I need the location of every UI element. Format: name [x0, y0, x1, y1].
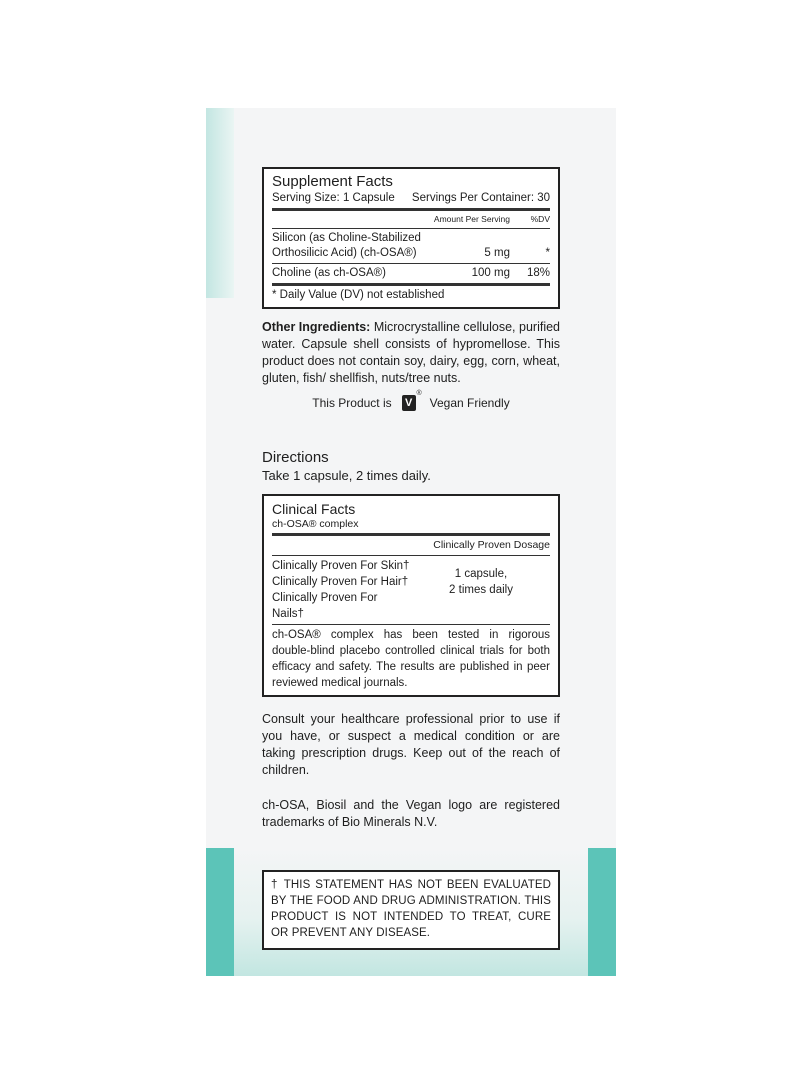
dosage-line2: 2 times daily — [449, 584, 513, 596]
nutrient-amount: 100 mg — [471, 267, 510, 279]
claim-skin: Clinically Proven For Skin† — [272, 560, 410, 572]
registered-mark: ® — [416, 390, 422, 397]
divider — [272, 624, 550, 625]
dosage-header: Clinically Proven Dosage — [433, 539, 550, 551]
clinical-dosage — [412, 558, 550, 622]
dosage-line1: 1 capsule, — [454, 568, 508, 580]
dv-footnote — [272, 288, 550, 303]
trademark-text: ch-OSA, Biosil and the Vegan logo are registered trademarks of Bio Minerals N.V. — [262, 798, 560, 829]
facts-header-row — [272, 213, 550, 226]
footnote-text: * Daily Value (DV) not established — [272, 289, 445, 301]
nutrient-amount: 5 mg — [484, 247, 510, 259]
servings-per-container: Servings Per Container: 30 — [411, 192, 550, 204]
clinical-claims — [272, 558, 412, 622]
divider-thick — [272, 208, 550, 211]
claim-hair: Clinically Proven For Hair† — [272, 576, 409, 588]
nutrient-row-silicon — [272, 231, 550, 261]
supplement-facts-box — [262, 167, 560, 309]
divider — [272, 228, 550, 229]
nutrient-name: Choline (as ch-OSA®) — [272, 267, 386, 279]
serving-info-row — [272, 191, 550, 206]
vegan-prefix: This Product is — [312, 396, 392, 410]
clinical-subtitle — [272, 518, 550, 531]
fda-disclaimer-text: † THIS STATEMENT HAS NOT BEEN EVALUATED BY THE FOOD AND DRUG ADMINISTRATION. THIS PRODUCT IS NOT INTENDED TO TREAT, CURE OR PREVENT ANY DISEASE. — [271, 879, 551, 939]
other-ingredients-label: Other Ingredients: — [262, 320, 371, 334]
clinical-facts-title: Clinical Facts — [272, 501, 356, 517]
dosage-header-row — [272, 538, 550, 553]
vegan-suffix: Vegan Friendly — [429, 396, 510, 410]
nutrient-row-choline — [272, 266, 550, 281]
directions-text: Take 1 capsule, 2 times daily. — [262, 468, 431, 483]
other-ingredients-text: Microcrystalline cellulose, purified water. Capsule shell consists of hypromellose. This product does not contain soy, dairy, egg, corn, wheat, gluten, fish/ shellfish, nuts/tree nuts. — [262, 320, 560, 385]
warning-text: Consult your healthcare professional prior to use if you have, or suspect a medical condition or are taking prescription drugs. Keep out of the reach of children. — [262, 712, 560, 777]
divider-thick — [272, 533, 550, 536]
label-content — [262, 167, 560, 831]
clinical-description: ch-OSA® complex has been tested in rigorous double-blind placebo controlled clinical trials for both efficacy and safety. The results are published in peer reviewed medical journals. — [272, 629, 550, 689]
nutrient-dv: * — [545, 247, 550, 259]
dv-header: %DV — [530, 214, 550, 224]
clinical-claims-row — [272, 558, 550, 622]
claim-nails: Clinically Proven For Nails† — [272, 592, 378, 620]
clinical-subtitle-text: ch-OSA® complex — [272, 518, 359, 530]
fda-disclaimer-box — [262, 870, 560, 950]
nutrient-name-line2: Orthosilicic Acid) (ch-OSA®) — [272, 247, 417, 259]
vegan-logo-letter: V — [404, 397, 413, 409]
nutrient-dv: 18% — [526, 267, 550, 279]
clinical-facts-box — [262, 494, 560, 697]
serving-size: Serving Size: 1 Capsule — [272, 192, 395, 204]
divider — [272, 263, 550, 264]
teal-accent-top — [206, 108, 234, 298]
amount-per-serving-header: Amount Per Serving — [433, 214, 510, 224]
divider-thick — [272, 283, 550, 286]
other-ingredients — [262, 319, 560, 387]
directions-title: Directions — [262, 449, 329, 466]
vegan-statement — [262, 390, 560, 411]
divider — [272, 555, 550, 556]
nutrient-name-line1: Silicon (as Choline-Stabilized — [272, 232, 421, 244]
vegan-logo-icon — [402, 390, 422, 411]
supplement-facts-title: Supplement Facts — [272, 173, 393, 190]
